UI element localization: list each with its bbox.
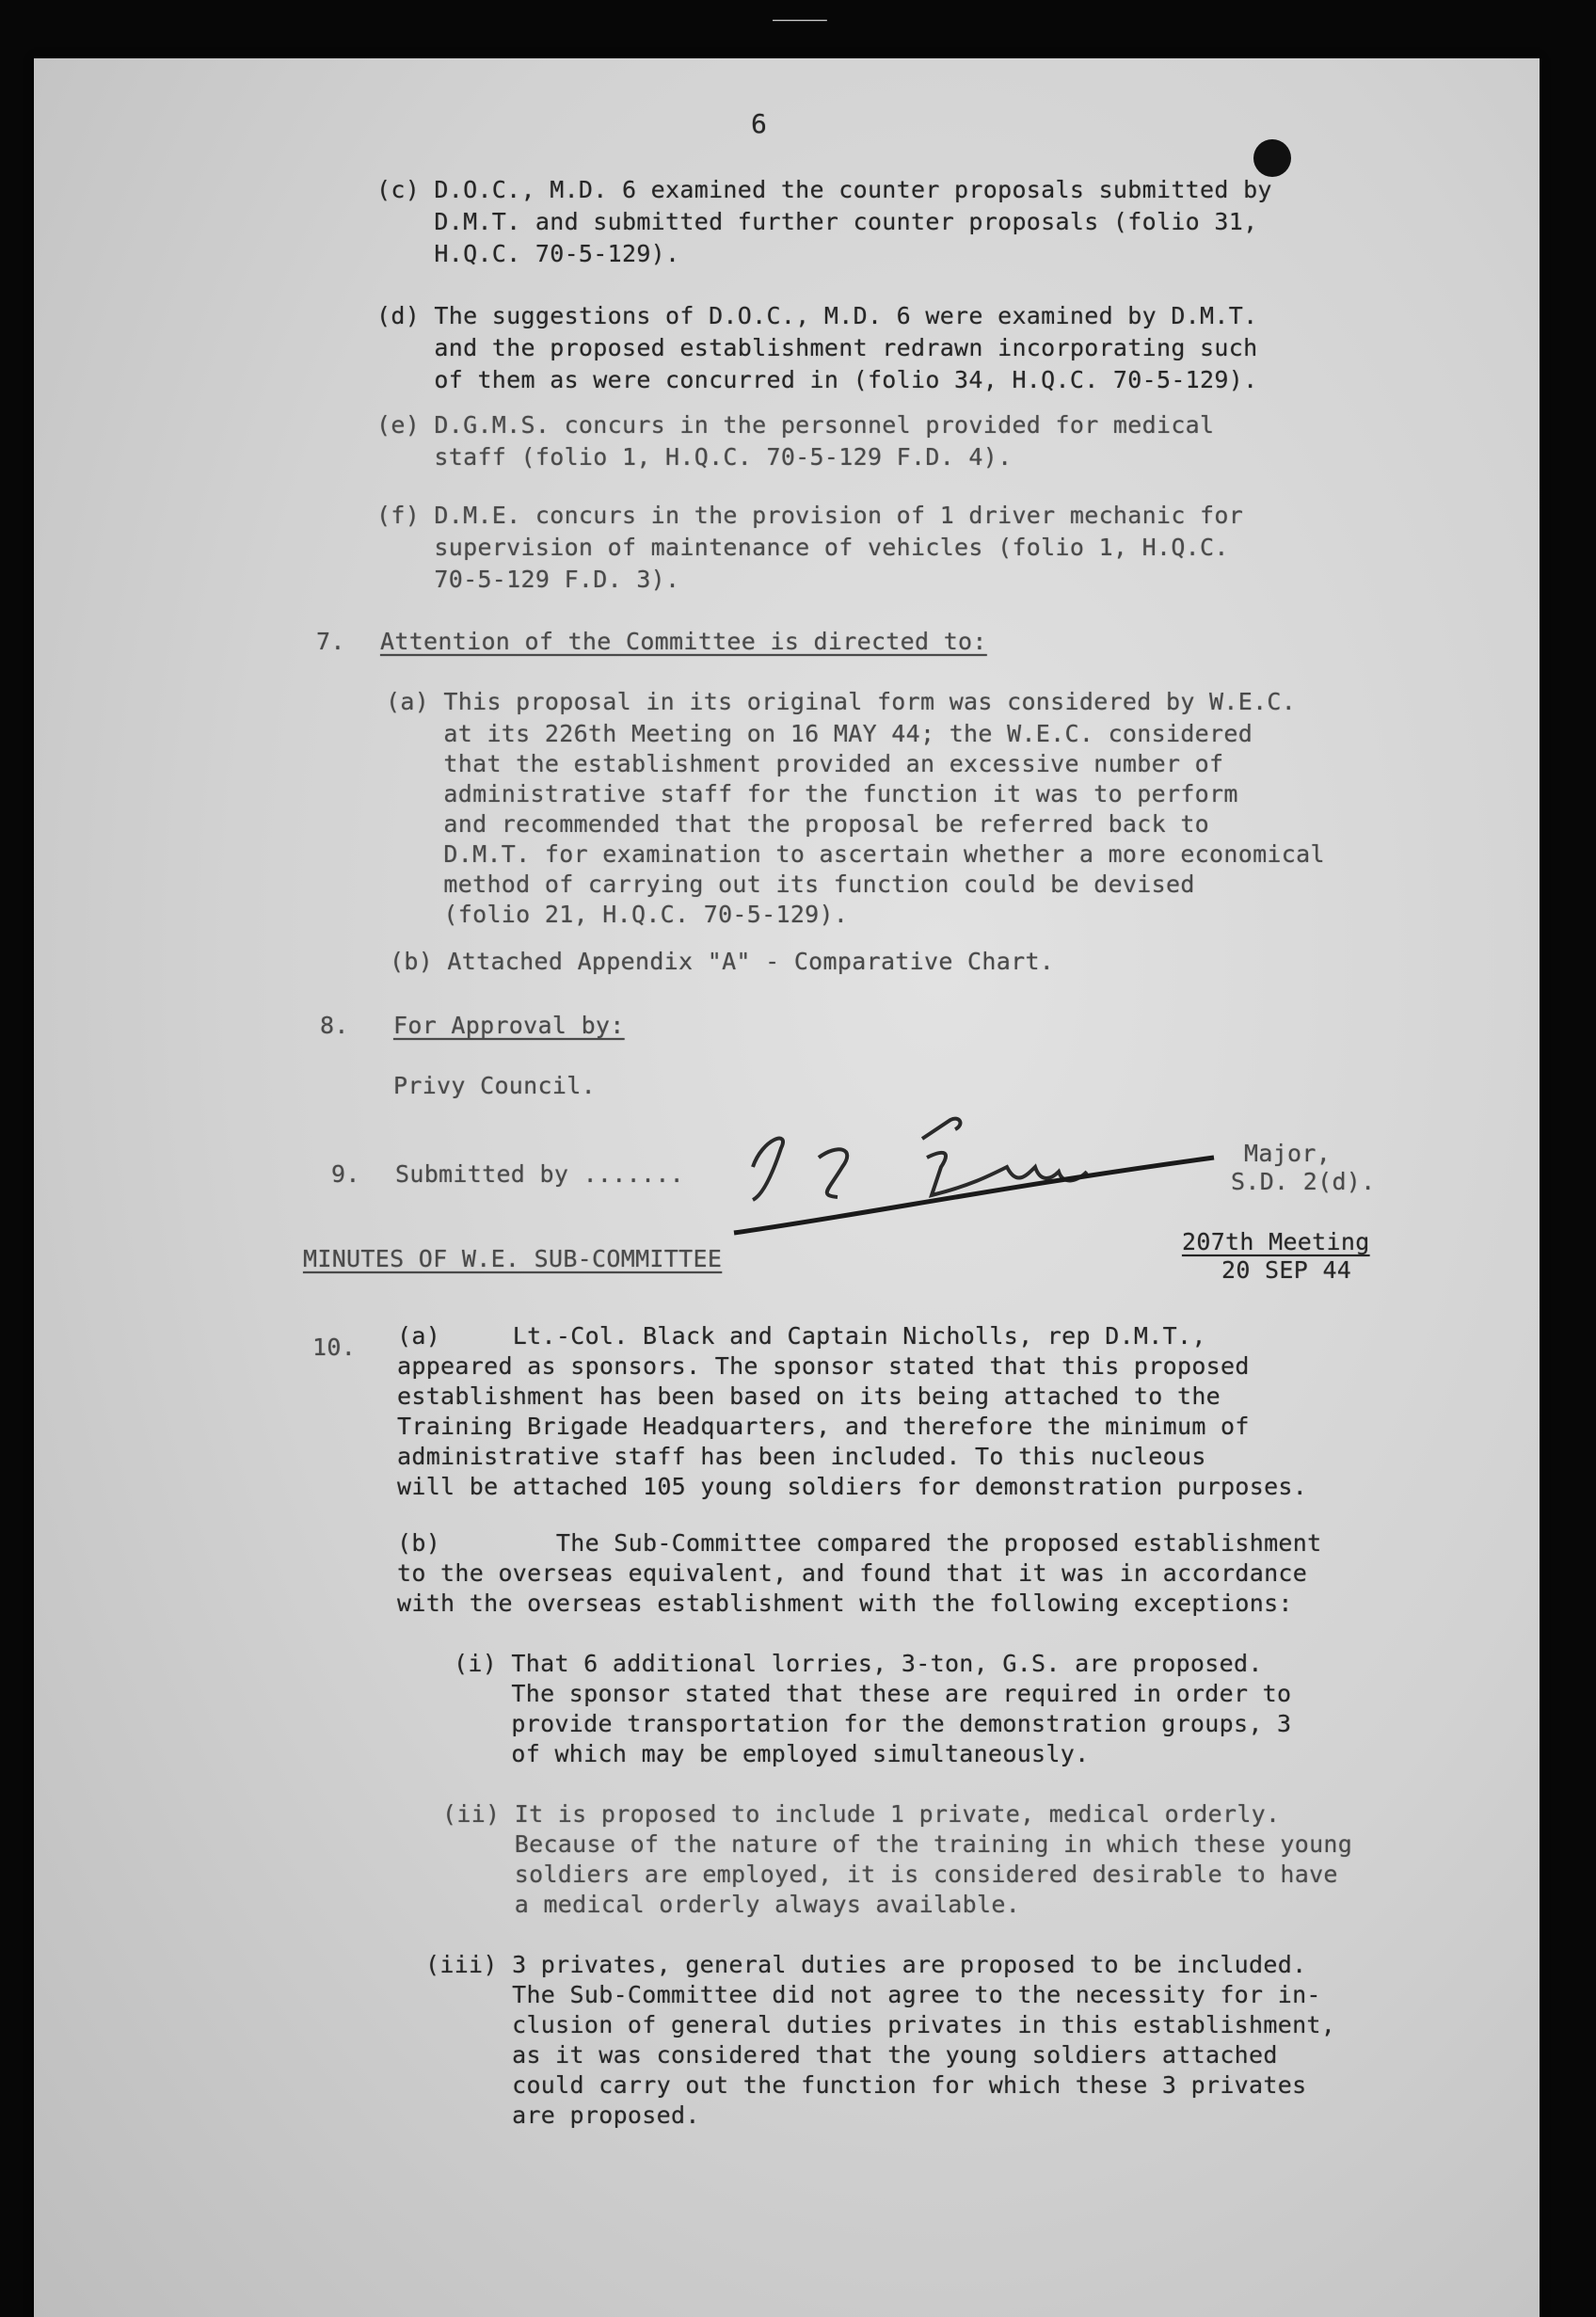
item-e-line-1: (e) D.G.M.S. concurs in the personnel provided for medical <box>376 411 1215 439</box>
item-d-line-1: (d) The suggestions of D.O.C., M.D. 6 were examined by D.M.T. <box>376 302 1258 329</box>
submitted-by-label: Submitted by ....... <box>395 1160 685 1188</box>
section-8-number: 8. <box>320 1012 349 1039</box>
section-8-heading: For Approval by: <box>393 1012 625 1039</box>
section-10a-line-6: will be attached 105 young soldiers for demonstration purposes. <box>397 1473 1308 1500</box>
section-10-number: 10. <box>312 1334 357 1361</box>
exception-ii-line-1: (ii) It is proposed to include 1 private, medical orderly. <box>442 1800 1281 1828</box>
exception-ii-line-2: Because of the nature of the training in which these young <box>442 1830 1353 1858</box>
exception-ii-line-4: a medical orderly always available. <box>442 1891 1021 1918</box>
minutes-title: MINUTES OF W.E. SUB-COMMITTEE <box>303 1245 723 1272</box>
exception-i-line-2: The sponsor stated that these are required in order to <box>454 1680 1292 1707</box>
item-c-line-2: D.M.T. and submitted further counter proposals (folio 31, <box>376 208 1258 235</box>
exception-ii-line-3: soldiers are employed, it is considered desirable to have <box>442 1861 1338 1888</box>
section-7a-line-3: that the establishment provided an excessive number of <box>386 750 1224 777</box>
exception-i-line-1: (i) That 6 additional lorries, 3-ton, G.S. are proposed. <box>454 1650 1263 1677</box>
exception-iii-line-4: as it was considered that the young soldiers attached <box>425 2041 1278 2069</box>
exception-iii-line-2: The Sub-Committee did not agree to the necessity for in- <box>425 1981 1321 2008</box>
section-7a-line-5: and recommended that the proposal be referred back to <box>386 810 1210 838</box>
submitter-unit: S.D. 2(d). <box>1231 1168 1376 1195</box>
exception-iii-line-1: (iii) 3 privates, general duties are proposed to be included. <box>425 1951 1307 1978</box>
item-c-line-1: (c) D.O.C., M.D. 6 examined the counter proposals submitted by <box>376 176 1272 203</box>
exception-i-line-4: of which may be employed simultaneously. <box>454 1740 1090 1767</box>
item-d-line-2: and the proposed establishment redrawn incorporating such <box>376 334 1258 361</box>
section-10a-line-4: Training Brigade Headquarters, and therefore the minimum of <box>397 1413 1250 1440</box>
section-7a-line-8: (folio 21, H.Q.C. 70-5-129). <box>386 901 849 928</box>
punch-hole <box>1253 139 1291 177</box>
approver: Privy Council. <box>393 1072 596 1099</box>
signature <box>725 1101 1252 1242</box>
section-10b-line-3: with the overseas establishment with the following exceptions: <box>397 1590 1293 1617</box>
page-number: 6 <box>751 108 768 139</box>
section-7a-line-2: at its 226th Meeting on 16 MAY 44; the W.E.C. considered <box>386 720 1253 747</box>
item-f-line-2: supervision of maintenance of vehicles (folio 1, H.Q.C. <box>376 534 1229 561</box>
scan-mark: ⸻ <box>772 6 828 32</box>
section-7a-line-6: D.M.T. for examination to ascertain whether a more economical <box>386 840 1325 868</box>
section-10a-line-5: administrative staff has been included. To this nucleous <box>397 1443 1206 1470</box>
section-10a-line-3: establishment has been based on its being attached to the <box>397 1382 1221 1410</box>
section-10a-line-2: appeared as sponsors. The sponsor stated that this proposed <box>397 1352 1250 1380</box>
section-10b-line-2: to the overseas equivalent, and found that it was in accordance <box>397 1559 1308 1587</box>
exception-iii-line-6: are proposed. <box>425 2101 700 2129</box>
section-7a-line-1: (a) This proposal in its original form was considered by W.E.C. <box>386 688 1297 715</box>
exception-i-line-3: provide transportation for the demonstration groups, 3 <box>454 1710 1292 1737</box>
exception-iii-line-3: clusion of general duties privates in this establishment, <box>425 2011 1336 2038</box>
item-f-line-1: (f) D.M.E. concurs in the provision of 1 driver mechanic for <box>376 502 1244 529</box>
section-7a-line-4: administrative staff for the function it was to perform <box>386 780 1238 807</box>
exception-iii-line-5: could carry out the function for which these 3 privates <box>425 2071 1307 2099</box>
section-7b: (b) Attached Appendix "A" - Comparative Chart. <box>390 948 1055 975</box>
section-7a-line-7: method of carrying out its function could be devised <box>386 871 1195 898</box>
submitter-rank: Major, <box>1244 1140 1332 1167</box>
item-f-line-3: 70-5-129 F.D. 3). <box>376 566 680 593</box>
section-7-number: 7. <box>316 628 345 655</box>
item-d-line-3: of them as were concurred in (folio 34, H.Q.C. 70-5-129). <box>376 366 1258 393</box>
meeting-date: 20 SEP 44 <box>1221 1256 1352 1284</box>
section-9-number: 9. <box>331 1160 360 1188</box>
section-10b-line-1: (b) The Sub-Committee compared the proposed establishment <box>397 1529 1322 1557</box>
section-10a-line-1: (a) Lt.-Col. Black and Captain Nicholls, rep D.M.T., <box>397 1322 1206 1350</box>
item-c-line-3: H.Q.C. 70-5-129). <box>376 240 680 267</box>
item-e-line-2: staff (folio 1, H.Q.C. 70-5-129 F.D. 4). <box>376 443 1013 471</box>
section-7-heading: Attention of the Committee is directed to: <box>380 628 987 655</box>
meeting-number: 207th Meeting <box>1182 1228 1370 1255</box>
